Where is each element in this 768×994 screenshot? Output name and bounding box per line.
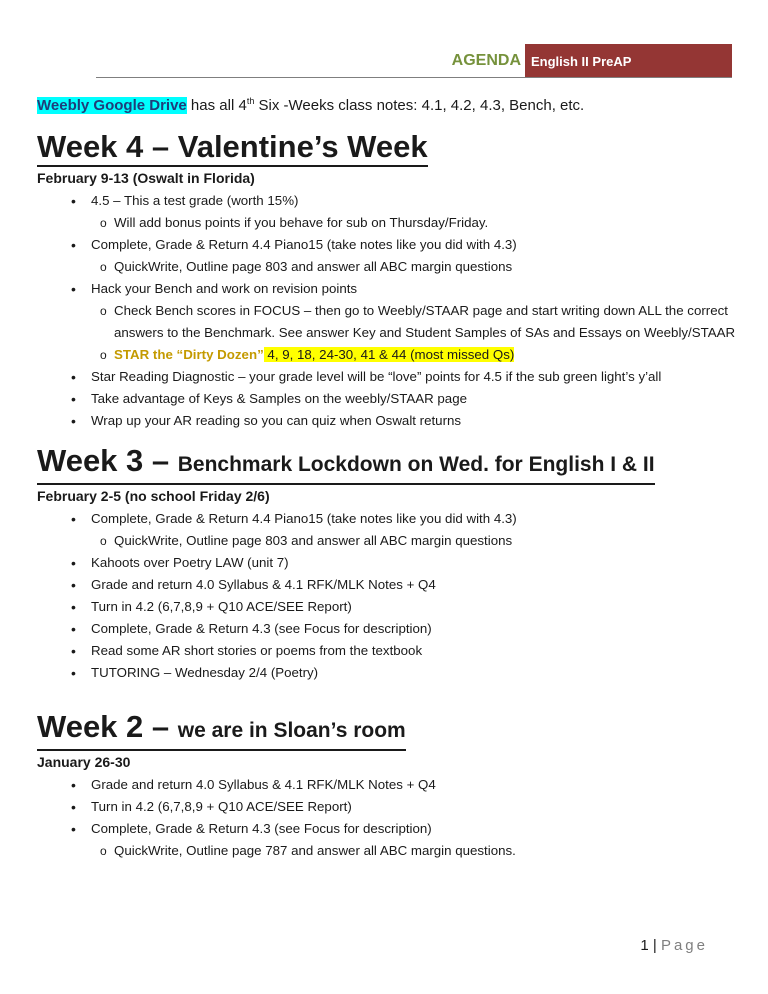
- week2-section: [37, 710, 737, 862]
- list-item: • Grade and return 4.0 Syllabus & 4.1 RFK/MLK Notes + Q4: [91, 774, 737, 796]
- list-item: • Star Reading Diagnostic – your grade level will be “love” points for 4.5 if the sub green light’s y’all: [91, 366, 737, 388]
- week2-title: Week 2 – we are in Sloan’s room: [37, 710, 406, 751]
- list-item: • Complete, Grade & Return 4.3 (see Focus for description): [91, 618, 737, 640]
- week2-dates: January 26-30: [37, 754, 131, 770]
- week4-list: [37, 190, 737, 432]
- page-sep: |: [648, 937, 661, 954]
- list-item: • TUTORING – Wednesday 2/4 (Poetry): [91, 662, 737, 684]
- intro-sup: th: [246, 96, 255, 106]
- dirty-dozen-questions: 4, 9, 18, 24-30, 41 & 44 (most missed Qs): [263, 347, 515, 362]
- page-header: [96, 44, 732, 78]
- sub-list-item: o Check Bench scores in FOCUS – then go to Weebly/STAAR page and start writing down ALL the correct answers to the Benchmark. See answer Key and Student Samples of SAs and Essays on Weebly/STAAR: [114, 300, 737, 344]
- list-item: • Read some AR short stories or poems from the textbook: [91, 640, 737, 662]
- agenda-label: AGENDA: [451, 52, 521, 69]
- list-item: • Turn in 4.2 (6,7,8,9 + Q10 ACE/SEE Report): [91, 596, 737, 618]
- list-item: • Take advantage of Keys & Samples on the weebly/STAAR page: [91, 388, 737, 410]
- page-word: Page: [660, 937, 708, 954]
- intro-line: [37, 96, 737, 114]
- dirty-dozen-label: STAR the “Dirty Dozen”: [114, 347, 264, 362]
- week3-section: [37, 444, 737, 684]
- sub-list-item: o QuickWrite, Outline page 803 and answer all ABC margin questions: [114, 530, 737, 552]
- list-item: • Grade and return 4.0 Syllabus & 4.1 RFK/MLK Notes + Q4: [91, 574, 737, 596]
- week4-title: Week 4 – Valentine’s Week: [37, 130, 428, 167]
- list-item: • Turn in 4.2 (6,7,8,9 + Q10 ACE/SEE Report): [91, 796, 737, 818]
- list-item: • Complete, Grade & Return 4.4 Piano15 (take notes like you did with 4.3) o QuickWrite, Outline page 803 and answer all ABC margin questions: [91, 234, 737, 278]
- week3-dates: February 2-5 (no school Friday 2/6): [37, 488, 270, 504]
- intro-text-a: has all 4: [186, 97, 247, 114]
- week4-section: [37, 130, 737, 432]
- list-item: • Complete, Grade & Return 4.3 (see Focus for description) o QuickWrite, Outline page 787 and answer all ABC margin questions.: [91, 818, 737, 862]
- sub-list-item: [114, 344, 737, 366]
- header-divider: [96, 77, 732, 78]
- intro-text-b: Six -Weeks class notes: 4.1, 4.2, 4.3, Bench, etc.: [254, 97, 585, 114]
- document-body: [37, 96, 737, 874]
- week3-title: Week 3 – Benchmark Lockdown on Wed. for English I & II: [37, 444, 655, 485]
- list-item: • Kahoots over Poetry LAW (unit 7): [91, 552, 737, 574]
- course-title-box: English II PreAP: [525, 44, 732, 78]
- sub-list-item: o QuickWrite, Outline page 803 and answer all ABC margin questions: [114, 256, 737, 278]
- week2-list: [37, 774, 737, 862]
- week3-list: [37, 508, 737, 684]
- sub-list-item: o QuickWrite, Outline page 787 and answer all ABC margin questions.: [114, 840, 737, 862]
- sub-list-item: o Will add bonus points if you behave for sub on Thursday/Friday.: [114, 212, 737, 234]
- page-number: 1: [640, 937, 649, 954]
- weebly-drive-link[interactable]: Weebly Google Drive: [37, 97, 187, 114]
- list-item: • Hack your Bench and work on revision points o Check Bench scores in FOCUS – then go to Weebly/STAAR page and start writing down ALL the correct answers to the Benchmark. See answer Key and Student Samples of SAs and Essays on Weebly/STAAR o STAR the “Dirty Dozen” 4, 9, 18, 24-30, 41 & 44 (most missed Qs): [91, 278, 737, 366]
- list-item: • 4.5 – This a test grade (worth 15%) o Will add bonus points if you behave for sub on Thursday/Friday.: [91, 190, 737, 234]
- list-item: • Complete, Grade & Return 4.4 Piano15 (take notes like you did with 4.3) o QuickWrite, Outline page 803 and answer all ABC margin questions: [91, 508, 737, 552]
- page-footer: [640, 937, 708, 954]
- week4-dates: February 9-13 (Oswalt in Florida): [37, 170, 255, 186]
- list-item: • Wrap up your AR reading so you can quiz when Oswalt returns: [91, 410, 737, 432]
